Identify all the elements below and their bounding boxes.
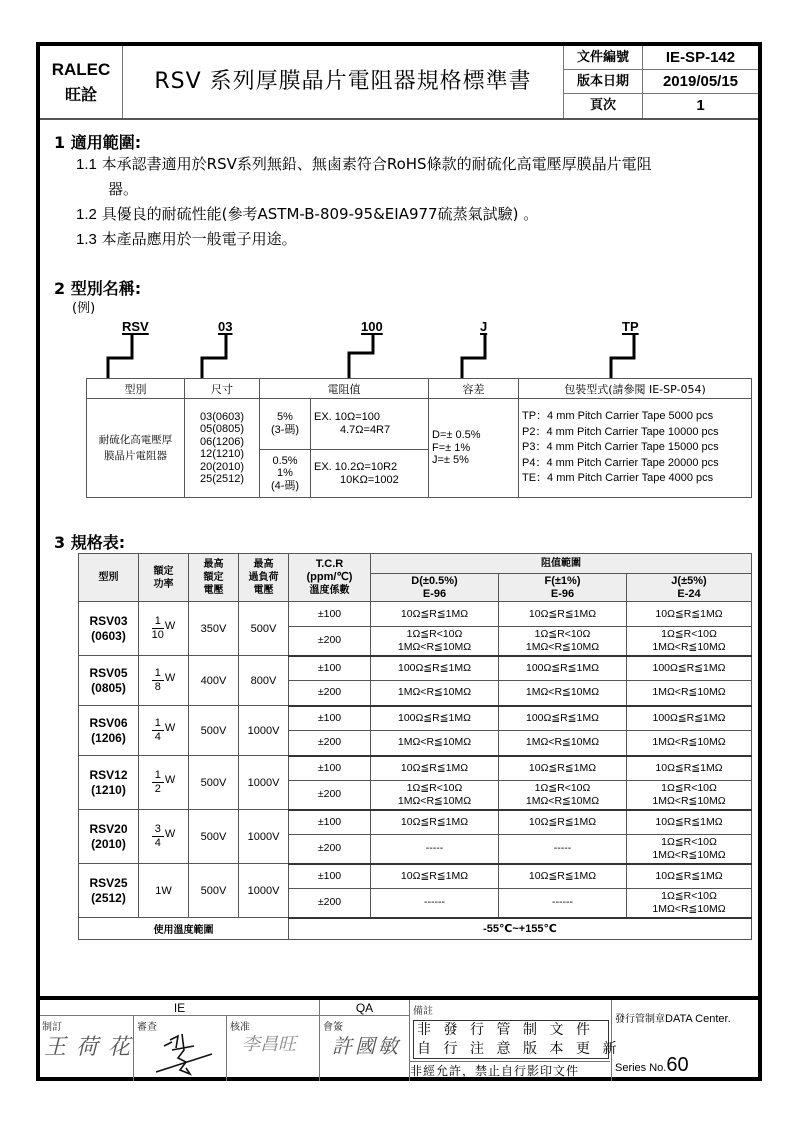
model-cell (79, 756, 139, 810)
type-line: 膜晶片電阻器 (104, 450, 167, 462)
signature-approve: 李昌旺 (242, 1034, 296, 1055)
range-cell-f (499, 656, 627, 681)
size-line: 06(1206) (199, 435, 245, 448)
power-cell (139, 864, 189, 918)
model-line: (1206) (91, 730, 126, 745)
power-cell (139, 656, 189, 706)
header-j (627, 574, 752, 602)
model-line: RSV05 (89, 665, 128, 680)
header-line: 最高 (253, 559, 274, 570)
range-cell-j (627, 656, 752, 681)
rated-voltage-cell: 500V (189, 864, 239, 918)
power-fraction (152, 769, 176, 796)
packaging-line: TE：4 mm Pitch Carrier Tape 4000 pcs (522, 472, 714, 485)
range-cell-j (627, 781, 752, 810)
range-line: 1MΩ<R≦10MΩ (525, 794, 600, 807)
part-number-table (86, 378, 752, 498)
model-cell (79, 864, 139, 918)
range-cell-j (627, 706, 752, 731)
range-line: 10Ω≦R≦1MΩ (528, 761, 597, 774)
range-line: 1Ω≦R<10Ω (661, 835, 717, 848)
range-line: 1MΩ<R≦10MΩ (652, 848, 726, 861)
denominator: 10 (151, 629, 164, 641)
meta-label: 文件編號 (564, 46, 643, 69)
header-line: 功率 (153, 578, 174, 590)
code-series: RSV (122, 319, 149, 334)
range-line: 1MΩ<R≦10MΩ (652, 686, 726, 699)
resistance-4digit-example (311, 450, 429, 498)
power-fraction (152, 717, 176, 744)
type-cell (87, 399, 185, 498)
connector-series (108, 335, 132, 378)
header-line: 額定 (153, 565, 174, 577)
fraction (152, 769, 164, 796)
power-unit: W (164, 827, 176, 840)
range-cell-d (371, 756, 499, 781)
fraction (152, 823, 164, 850)
header-line: E-96 (422, 587, 447, 600)
tol-line: (3-碼) (270, 424, 300, 436)
rated-voltage-cell: 350V (189, 602, 239, 656)
rated-voltage-cell: 500V (189, 810, 239, 864)
notice-line (414, 1040, 629, 1059)
range-line: 1MΩ<R≦10MΩ (525, 736, 600, 749)
range-line: 1MΩ<R≦10MΩ (652, 736, 726, 749)
range-cell-f (499, 756, 627, 781)
signature-review (150, 1028, 220, 1078)
spec-row (79, 602, 752, 627)
range-cell-d (371, 864, 499, 889)
model-line: (2512) (91, 890, 126, 905)
item-text: 具優良的耐硫性能(參考ASTM-B-809-95&EIA977硫蒸氣試驗) 。 (101, 205, 539, 223)
range-cell-f (499, 602, 627, 627)
range-line: 100Ω≦R≦1MΩ (398, 661, 471, 674)
operating-temp-label: 使用溫度範圍 (79, 918, 289, 940)
range-line: 10Ω≦R≦1MΩ (400, 607, 469, 620)
item-text-cont: 器。 (108, 180, 139, 198)
item-number: 1.2 (76, 206, 97, 223)
tol-line: (4-碼) (270, 479, 300, 492)
range-line: 1MΩ<R≦10MΩ (652, 902, 726, 915)
tolerance-cell (429, 399, 519, 498)
range-line: 1MΩ<R≦10MΩ (397, 794, 472, 807)
header-line: D(±0.5%) (411, 574, 458, 587)
connector-resistance (349, 335, 373, 378)
tcr-cell: ±200 (289, 627, 371, 656)
tcr-cell: ±100 (289, 602, 371, 627)
tcr-cell: ±200 (289, 731, 371, 756)
range-line: 1MΩ<R≦10MΩ (397, 686, 472, 699)
numerator: 1 (152, 667, 164, 681)
header-line: 過負荷 (248, 572, 279, 583)
header-line: 電壓 (203, 585, 224, 596)
range-line: ------ (552, 896, 573, 909)
range-line: 1Ω≦R<10Ω (661, 627, 717, 640)
range-line: 100Ω≦R≦1MΩ (652, 711, 726, 724)
tolerance-line: F=± 1% (432, 441, 471, 454)
numerator: 3 (152, 823, 164, 837)
range-cell-d (371, 781, 499, 810)
size-cell (185, 399, 260, 498)
tcr-cell: ±100 (289, 656, 371, 681)
meta-value: 1 (696, 97, 705, 114)
packaging-line: P4：4 mm Pitch Carrier Tape 20000 pcs (522, 456, 719, 469)
overload-voltage-cell: 1000V (239, 756, 289, 810)
model-line: (1210) (91, 782, 126, 797)
model-cell (79, 602, 139, 656)
range-cell-d (371, 889, 499, 918)
range-line: 10Ω≦R≦1MΩ (528, 869, 597, 882)
meta-value: IE-SP-142 (665, 49, 736, 66)
header-tcr (289, 554, 371, 602)
range-cell-j (627, 810, 752, 835)
uncontrolled-notice-stamp (413, 1020, 629, 1059)
power-cell (139, 810, 189, 864)
spec-row (79, 810, 752, 835)
spec-row (79, 656, 752, 681)
fraction (152, 667, 164, 694)
header-packaging: 包裝型式(請參閱 IE-SP-054) (519, 379, 752, 399)
range-line: 10Ω≦R≦1MΩ (655, 761, 723, 774)
power-unit: W (164, 619, 176, 632)
header-type: 型別 (87, 379, 185, 399)
logo-en: RALEC (51, 60, 111, 79)
signature-countersign: 許國敏 (332, 1034, 401, 1058)
range-line: 1MΩ<R≦10MΩ (397, 640, 472, 653)
range-cell-f (499, 731, 627, 756)
model-line: (2010) (91, 836, 126, 851)
range-line: 10Ω≦R≦1MΩ (655, 607, 723, 620)
section2-title: 2 型別名稱: (54, 279, 142, 298)
meta-value: 2019/05/15 (662, 73, 739, 90)
connector-tolerance (462, 335, 485, 378)
tolerance-line: J=± 5% (432, 454, 469, 467)
header-resistance: 電阻值 (260, 379, 429, 399)
tcr-cell: ±200 (289, 781, 371, 810)
header-line: 溫度係數 (309, 585, 350, 596)
range-cell-f (499, 781, 627, 810)
document-frame (36, 42, 762, 1081)
fraction (152, 717, 164, 744)
tcr-cell: ±100 (289, 864, 371, 889)
series-label: Series No. (615, 1062, 667, 1074)
range-cell-j (627, 681, 752, 706)
range-line: ------ (424, 896, 445, 909)
header-d (371, 574, 499, 602)
code-connector-lines (40, 46, 758, 386)
range-cell-d (371, 835, 499, 864)
code-resistance: 100 (361, 319, 383, 334)
range-cell-d (371, 706, 499, 731)
spec-row (79, 706, 752, 731)
connector-size (202, 335, 226, 378)
spec-row (79, 756, 752, 781)
stamp-value: DATA Center. (665, 1013, 731, 1025)
numerator: 1 (152, 615, 164, 629)
model-line: (0805) (91, 680, 126, 695)
overload-voltage-cell: 500V (239, 602, 289, 656)
example-line: EX. 10.2Ω=10R2 (314, 460, 398, 473)
overload-voltage-cell: 1000V (239, 706, 289, 756)
series-number (615, 1054, 689, 1077)
range-cell-f (499, 627, 627, 656)
header-resistance-range: 阻值範圍 (371, 554, 752, 574)
range-cell-f (499, 810, 627, 835)
code-size: 03 (218, 319, 233, 334)
power-fraction (152, 667, 176, 694)
issue-control-stamp (615, 1010, 731, 1025)
tol-line: 0.5% (272, 454, 298, 467)
denominator: 4 (154, 731, 161, 743)
label-review: 審查 (137, 1022, 157, 1033)
tcr-cell: ±200 (289, 835, 371, 864)
range-cell-j (627, 864, 752, 889)
header-line: (ppm/℃) (306, 571, 353, 583)
range-cell-j (627, 756, 752, 781)
model-cell (79, 656, 139, 706)
meta-label: 版本日期 (564, 70, 643, 93)
range-line: 1Ω≦R<10Ω (661, 781, 717, 794)
range-cell-f (499, 864, 627, 889)
model-cell (79, 706, 139, 756)
item-number: 1.1 (76, 156, 97, 173)
item-number: 1.3 (76, 231, 97, 248)
range-cell-f (499, 681, 627, 706)
qa-group-label: QA (320, 1000, 410, 1016)
range-line: 10Ω≦R≦1MΩ (528, 607, 597, 620)
range-line: 1MΩ<R≦10MΩ (525, 640, 600, 653)
spec-row (79, 864, 752, 889)
model-line: RSV12 (89, 767, 128, 782)
range-cell-f (499, 835, 627, 864)
range-line: 100Ω≦R≦1MΩ (526, 661, 599, 674)
model-cell (79, 810, 139, 864)
tcr-cell: ±200 (289, 681, 371, 706)
range-line: 1MΩ<R≦10MΩ (525, 686, 600, 699)
range-line: 1MΩ<R≦10MΩ (652, 640, 726, 653)
range-cell-d (371, 656, 499, 681)
logo-zh: 旺詮 (64, 85, 97, 104)
range-cell-j (627, 731, 752, 756)
power-unit: W (164, 721, 176, 734)
range-line: 10Ω≦R≦1MΩ (655, 869, 723, 882)
operating-temp-value: -55℃~+155℃ (289, 918, 752, 940)
header-line: E-96 (550, 587, 575, 600)
label-approve: 核准 (230, 1022, 250, 1033)
label-countersign: 會簽 (323, 1022, 343, 1033)
packaging-line: TP：4 mm Pitch Carrier Tape 5000 pcs (522, 410, 714, 423)
range-cell-j (627, 835, 752, 864)
type-line: 耐硫化高電壓厚 (98, 434, 173, 446)
range-cell-j (627, 627, 752, 656)
denominator: 8 (154, 681, 161, 693)
size-line: 20(2010) (199, 460, 245, 473)
range-cell-j (627, 602, 752, 627)
header-line: E-24 (677, 587, 701, 600)
header-max-rated-voltage (189, 554, 239, 602)
resistance-3digit-example (311, 399, 429, 450)
label-remarks: 備註 (413, 1006, 433, 1017)
example-line: 4.7Ω=4R7 (340, 424, 391, 436)
example-line: EX. 10Ω=100 (314, 411, 381, 423)
power-cell (139, 756, 189, 810)
range-line: ----- (553, 842, 572, 855)
tcr-cell: ±100 (289, 706, 371, 731)
overload-voltage-cell: 1000V (239, 810, 289, 864)
range-line: 100Ω≦R≦1MΩ (526, 711, 599, 724)
rated-voltage-cell: 400V (189, 656, 239, 706)
header-line: F(±1%) (544, 574, 581, 587)
tol-line: 5% (277, 411, 293, 423)
range-line: 1Ω≦R<10Ω (406, 781, 463, 794)
item-text: 本產品應用於一般電子用途。 (101, 230, 297, 248)
range-cell-d (371, 602, 499, 627)
size-line: 03(0603) (199, 410, 245, 423)
power-cell (139, 602, 189, 656)
example-line: 10KΩ=1002 (340, 473, 399, 486)
header-type: 型別 (79, 554, 139, 602)
header-line: J(±5%) (671, 574, 707, 587)
range-cell-d (371, 810, 499, 835)
numerator: 1 (152, 717, 164, 731)
tol-line: 1% (277, 467, 293, 480)
range-cell-d (371, 731, 499, 756)
size-line: 25(2512) (199, 473, 245, 485)
denominator: 4 (154, 837, 161, 849)
copy-prohibited-notice: 非經允許，禁止自行影印文件 (410, 1061, 610, 1081)
header-line: 電壓 (253, 585, 274, 596)
range-line: 10Ω≦R≦1MΩ (528, 815, 597, 828)
item-text: 本承認書適用於RSV系列無鉛、無鹵素符合RoHS條款的耐硫化高電壓厚膜晶片電阻 (101, 155, 652, 173)
range-line: 1Ω≦R<10Ω (661, 889, 717, 902)
notice-text: 非發行管制文件 (417, 1022, 603, 1038)
header-tolerance: 容差 (429, 379, 519, 399)
range-line: 100Ω≦R≦1MΩ (398, 711, 471, 724)
overload-voltage-cell: 800V (239, 656, 289, 706)
size-line: 12(1210) (199, 448, 245, 460)
power-fraction (152, 615, 176, 642)
fraction (152, 615, 164, 642)
range-line: 10Ω≦R≦1MΩ (400, 815, 469, 828)
label-draft: 制訂 (42, 1022, 62, 1033)
power-value: 1W (155, 884, 172, 897)
tolerance-line: D=± 0.5% (432, 429, 481, 442)
range-line: 1Ω≦R<10Ω (406, 627, 463, 640)
range-line: 1MΩ<R≦10MΩ (397, 736, 472, 749)
model-line: RSV06 (89, 715, 128, 730)
power-cell (139, 706, 189, 756)
range-cell-f (499, 706, 627, 731)
rated-voltage-cell: 500V (189, 706, 239, 756)
document-title: RSV 系列厚膜晶片電阻器規格標準書 (154, 69, 532, 94)
header-line: T.C.R (315, 558, 344, 570)
approval-footer (40, 996, 758, 1081)
tcr-cell: ±200 (289, 889, 371, 918)
numerator: 1 (152, 769, 164, 783)
range-line: 1Ω≦R<10Ω (534, 627, 591, 640)
model-line: RSV03 (89, 613, 128, 628)
header-line: 最高 (203, 559, 224, 570)
section3-title: 3 規格表: (54, 533, 126, 552)
connector-packaging (611, 335, 634, 378)
range-cell-d (371, 627, 499, 656)
range-cell-j (627, 889, 752, 918)
packaging-line: P3：4 mm Pitch Carrier Tape 15000 pcs (522, 441, 719, 454)
range-line: 10Ω≦R≦1MΩ (400, 761, 469, 774)
range-line: 100Ω≦R≦1MΩ (652, 661, 726, 674)
range-line: 1Ω≦R<10Ω (534, 781, 591, 794)
meta-label: 頁次 (564, 94, 643, 118)
tcr-cell: ±100 (289, 810, 371, 835)
rated-voltage-cell: 500V (189, 756, 239, 810)
model-line: RSV25 (89, 875, 128, 890)
packaging-line: P2：4 mm Pitch Carrier Tape 10000 pcs (522, 425, 719, 438)
resistance-4digit-tol (260, 450, 311, 498)
range-line: 1MΩ<R≦10MΩ (652, 794, 726, 807)
power-fraction (152, 823, 176, 850)
tcr-cell: ±100 (289, 756, 371, 781)
code-tolerance: J (480, 319, 488, 334)
signature-draft: 王荷花 (44, 1035, 141, 1060)
packaging-cell (519, 399, 752, 498)
model-line: RSV20 (89, 821, 128, 836)
range-line: 10Ω≦R≦1MΩ (655, 815, 723, 828)
header-f (499, 574, 627, 602)
denominator: 2 (154, 783, 161, 795)
power-unit: W (164, 671, 176, 684)
range-cell-f (499, 889, 627, 918)
size-line: 05(0805) (199, 423, 245, 435)
ie-group-label: IE (40, 1000, 320, 1016)
notice-line (414, 1021, 608, 1040)
header-size: 尺寸 (185, 379, 260, 399)
spec-table (78, 553, 752, 940)
resistance-3digit-tol (260, 399, 311, 450)
header-line: 額定 (203, 572, 224, 583)
model-line: (0603) (91, 628, 126, 643)
stamp-label: 發行管制章 (615, 1014, 665, 1025)
overload-voltage-cell: 1000V (239, 864, 289, 918)
power-unit: W (164, 773, 176, 786)
series-value: 60 (666, 1054, 689, 1076)
range-line: 10Ω≦R≦1MΩ (400, 869, 469, 882)
range-line: ----- (425, 842, 444, 855)
notice-text: 自行注意版本更新 (417, 1041, 629, 1057)
header-power (139, 554, 189, 602)
section1-title: 1 適用範圍: (54, 133, 142, 152)
code-packaging: TP (622, 319, 639, 334)
example-label: (例) (72, 301, 96, 316)
header-max-overload-voltage (239, 554, 289, 602)
range-cell-d (371, 681, 499, 706)
